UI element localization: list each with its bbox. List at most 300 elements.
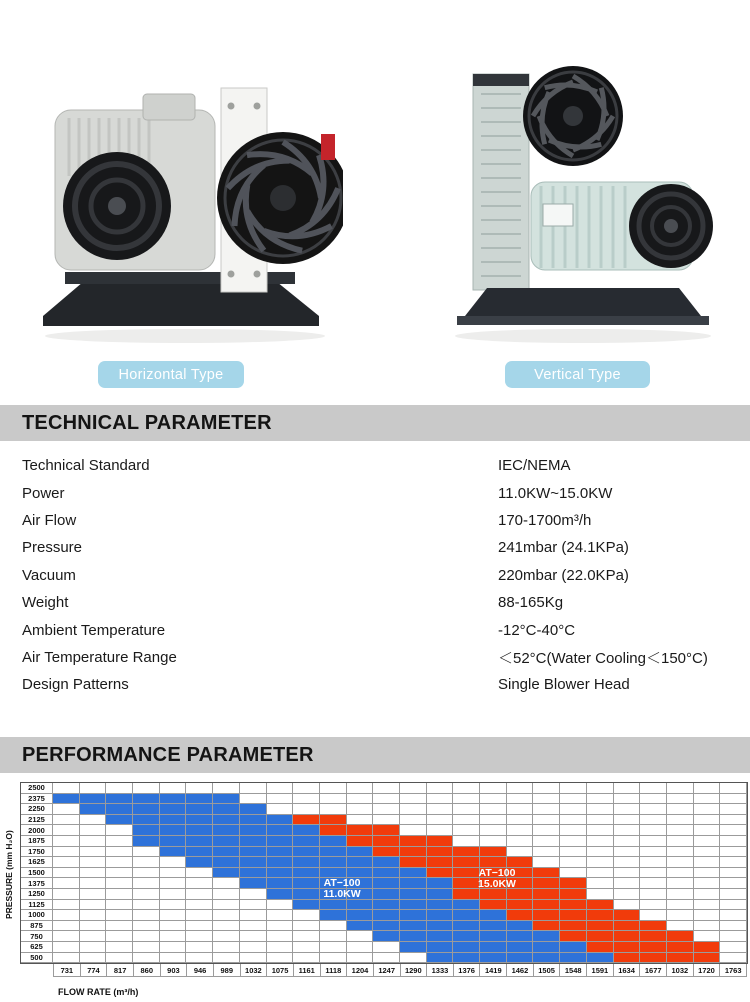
chart-cell	[614, 868, 641, 879]
y-tick: 1125	[21, 900, 53, 911]
chart-cell	[587, 921, 614, 932]
chart-cell	[320, 857, 347, 868]
chart-cell	[293, 794, 320, 805]
chart-cell	[480, 804, 507, 815]
chart-cell	[320, 847, 347, 858]
chart-cell	[133, 900, 160, 911]
chart-cell	[293, 804, 320, 815]
chart-cell	[400, 815, 427, 826]
chart-cell	[667, 910, 694, 921]
chart-cell	[106, 953, 133, 964]
x-tick: 1032	[667, 964, 694, 977]
chart-cell	[80, 868, 107, 879]
chart-cell	[507, 910, 534, 921]
chart-cell	[587, 804, 614, 815]
x-tick: 1032	[241, 964, 268, 977]
chart-cell	[640, 815, 667, 826]
chart-cell	[80, 815, 107, 826]
y-tick: 625	[21, 942, 53, 953]
chart-cell	[53, 783, 80, 794]
chart-cell	[587, 910, 614, 921]
chart-cell	[560, 900, 587, 911]
chart-cell	[320, 836, 347, 847]
chart-grid	[20, 782, 748, 964]
x-tick: 1720	[694, 964, 721, 977]
x-tick: 1118	[321, 964, 348, 977]
chart-cell	[293, 783, 320, 794]
chart-cell	[80, 953, 107, 964]
chart-cell	[694, 825, 721, 836]
spec-value: IEC/NEMA	[498, 457, 571, 475]
chart-cell	[533, 931, 560, 942]
chart-cell	[373, 857, 400, 868]
chart-cell	[133, 921, 160, 932]
x-tick: 817	[107, 964, 134, 977]
x-tick: 774	[81, 964, 108, 977]
chart-cell	[453, 868, 480, 879]
chart-cell	[507, 868, 534, 879]
vertical-blower-image	[435, 52, 725, 345]
spec-row	[22, 671, 728, 698]
terminal-box	[143, 94, 195, 120]
chart-cell	[507, 878, 534, 889]
chart-cell	[160, 942, 187, 953]
chart-cell	[587, 889, 614, 900]
chart-cell	[80, 900, 107, 911]
chart-cell	[427, 921, 454, 932]
chart-cell	[320, 942, 347, 953]
chart-cell	[373, 847, 400, 858]
chart-cell	[480, 889, 507, 900]
chart-cell	[694, 878, 721, 889]
chart-cell	[560, 857, 587, 868]
chart-cell	[106, 878, 133, 889]
chart-cell	[453, 900, 480, 911]
chart-cell	[267, 804, 294, 815]
chart-cell	[480, 900, 507, 911]
chart-cell	[694, 868, 721, 879]
chart-cell	[106, 804, 133, 815]
chart-cell	[560, 825, 587, 836]
chart-cell	[667, 868, 694, 879]
chart-cell	[587, 794, 614, 805]
x-tick: 1161	[294, 964, 321, 977]
spec-value: 170-1700m³/h	[498, 511, 592, 529]
chart-cell	[667, 942, 694, 953]
horizontal-type-button[interactable]: Horizontal Type	[98, 361, 244, 388]
chart-cell	[240, 804, 267, 815]
chart-cell	[106, 942, 133, 953]
chart-cell	[80, 804, 107, 815]
x-tick: 1075	[267, 964, 294, 977]
floor-shadow	[455, 329, 711, 343]
y-tick: 500	[21, 953, 53, 964]
chart-cell	[453, 857, 480, 868]
chart-cell	[507, 931, 534, 942]
chart-cell	[560, 910, 587, 921]
chart-cell	[507, 857, 534, 868]
chart-cell	[587, 931, 614, 942]
chart-cell	[453, 931, 480, 942]
chart-cell	[560, 878, 587, 889]
chart-cell	[720, 868, 747, 879]
chart-cell	[80, 889, 107, 900]
chart-cell	[106, 847, 133, 858]
chart-cell	[533, 868, 560, 879]
chart-cell	[720, 900, 747, 911]
chart-cell	[667, 857, 694, 868]
chart-cell	[427, 815, 454, 826]
chart-cell	[480, 847, 507, 858]
chart-cell	[267, 910, 294, 921]
chart-cell	[427, 857, 454, 868]
chart-cell	[347, 783, 374, 794]
y-tick: 2000	[21, 825, 53, 836]
chart-cell	[160, 921, 187, 932]
x-tick: 1376	[454, 964, 481, 977]
chart-cell	[160, 783, 187, 794]
y-tick: 2500	[21, 783, 53, 794]
chart-cell	[587, 825, 614, 836]
chart-cell	[80, 931, 107, 942]
chart-cell	[267, 878, 294, 889]
chart-cell	[293, 942, 320, 953]
spec-row	[22, 644, 728, 671]
chart-cell	[213, 910, 240, 921]
chart-cell	[427, 910, 454, 921]
chart-cell	[453, 836, 480, 847]
chart-cell	[400, 836, 427, 847]
chart-cell	[80, 942, 107, 953]
chart-cell	[400, 878, 427, 889]
chart-cell	[694, 953, 721, 964]
chart-cell	[133, 847, 160, 858]
spec-label: Air Flow	[22, 511, 77, 529]
chart-cell	[560, 783, 587, 794]
chart-cell	[347, 868, 374, 879]
chart-cell	[453, 889, 480, 900]
chart-cell	[667, 878, 694, 889]
chart-cell	[720, 825, 747, 836]
chart-cell	[453, 794, 480, 805]
spec-value: -12°C-40°C	[498, 621, 576, 639]
spec-label: Ambient Temperature	[22, 621, 166, 639]
y-tick: 2375	[21, 794, 53, 805]
chart-cell	[587, 878, 614, 889]
chart-cell	[694, 836, 721, 847]
spec-row	[22, 562, 728, 589]
chart-cell	[587, 900, 614, 911]
y-tick: 1500	[21, 868, 53, 879]
floor-shadow	[45, 329, 325, 343]
chart-cell	[213, 804, 240, 815]
chart-cell	[453, 910, 480, 921]
chart-cell	[240, 931, 267, 942]
chart-cell	[533, 825, 560, 836]
x-axis-tick-strip	[53, 964, 747, 977]
chart-cell	[347, 815, 374, 826]
chart-cell	[533, 942, 560, 953]
chart-cell	[640, 783, 667, 794]
chart-cell	[427, 783, 454, 794]
performance-chart	[4, 782, 748, 998]
x-tick: 1462	[507, 964, 534, 977]
chart-cell	[533, 794, 560, 805]
chart-cell	[667, 847, 694, 858]
chart-cell	[453, 942, 480, 953]
chart-cell	[694, 783, 721, 794]
x-tick: 989	[214, 964, 241, 977]
performance-parameter-header	[0, 737, 750, 773]
chart-cell	[347, 825, 374, 836]
chart-cell	[720, 804, 747, 815]
chart-cell	[53, 804, 80, 815]
chart-cell	[293, 825, 320, 836]
spec-label: Pressure	[22, 539, 83, 557]
chart-cell	[240, 857, 267, 868]
chart-cell	[614, 794, 641, 805]
chart-cell	[667, 825, 694, 836]
chart-cell	[53, 868, 80, 879]
chart-cell	[267, 931, 294, 942]
chart-cell	[640, 836, 667, 847]
chart-cell	[427, 889, 454, 900]
spec-label: Weight	[22, 594, 69, 612]
technical-spec-table	[22, 452, 728, 699]
chart-cell	[480, 942, 507, 953]
name-plate	[543, 204, 573, 226]
chart-cell	[400, 900, 427, 911]
x-tick: 1204	[347, 964, 374, 977]
chart-cell	[213, 953, 240, 964]
chart-cell	[453, 921, 480, 932]
technical-parameter-header	[0, 405, 750, 441]
x-tick: 731	[54, 964, 81, 977]
chart-cell	[640, 825, 667, 836]
chart-cell	[186, 900, 213, 911]
chart-cell	[293, 868, 320, 879]
x-tick: 1333	[427, 964, 454, 977]
chart-cell	[587, 953, 614, 964]
chart-cell	[694, 900, 721, 911]
chart-cell	[507, 900, 534, 911]
chart-cell	[53, 942, 80, 953]
chart-cell	[186, 889, 213, 900]
chart-cell	[640, 794, 667, 805]
chart-cell	[480, 836, 507, 847]
chart-cell	[427, 900, 454, 911]
chart-cell	[373, 878, 400, 889]
chart-cell	[213, 825, 240, 836]
chart-cell	[507, 836, 534, 847]
chart-cell	[427, 836, 454, 847]
chart-cell	[347, 931, 374, 942]
chart-cell	[587, 847, 614, 858]
chart-cell	[720, 889, 747, 900]
chart-cell	[133, 910, 160, 921]
y-tick: 750	[21, 931, 53, 942]
chart-cell	[720, 910, 747, 921]
chart-cell	[533, 900, 560, 911]
chart-cell	[133, 931, 160, 942]
chart-cell	[667, 804, 694, 815]
chart-cell	[106, 857, 133, 868]
x-tick: 1763	[720, 964, 747, 977]
chart-cell	[427, 878, 454, 889]
chart-cell	[587, 942, 614, 953]
chart-cell	[80, 847, 107, 858]
chart-cell	[213, 857, 240, 868]
chart-cell	[373, 889, 400, 900]
chart-cell	[293, 900, 320, 911]
chart-cell	[694, 931, 721, 942]
chart-cell	[400, 847, 427, 858]
chart-cell	[53, 794, 80, 805]
chart-cell	[213, 921, 240, 932]
x-tick: 946	[187, 964, 214, 977]
chart-cell	[507, 825, 534, 836]
chart-cell	[186, 910, 213, 921]
chart-cell	[640, 953, 667, 964]
chart-cell	[507, 942, 534, 953]
chart-cell	[213, 868, 240, 879]
chart-cell	[213, 931, 240, 942]
chart-cell	[293, 921, 320, 932]
chart-cell	[614, 815, 641, 826]
chart-cell	[160, 804, 187, 815]
chart-cell	[267, 815, 294, 826]
chart-cell	[53, 900, 80, 911]
chart-cell	[614, 825, 641, 836]
spec-value: 241mbar (24.1KPa)	[498, 539, 629, 557]
chart-cell	[533, 847, 560, 858]
chart-cell	[106, 868, 133, 879]
chart-cell	[373, 783, 400, 794]
chart-cell	[267, 825, 294, 836]
chart-cell	[293, 878, 320, 889]
chart-cell	[373, 868, 400, 879]
chart-cell	[267, 783, 294, 794]
chart-cell	[53, 931, 80, 942]
red-tag	[321, 134, 335, 160]
chart-cell	[640, 931, 667, 942]
chart-cell	[480, 921, 507, 932]
spec-label: Power	[22, 484, 65, 502]
chart-cell	[400, 804, 427, 815]
x-tick: 1677	[640, 964, 667, 977]
chart-cell	[240, 815, 267, 826]
chart-cell	[400, 825, 427, 836]
chart-cell	[240, 900, 267, 911]
chart-cell	[186, 921, 213, 932]
chart-cell	[507, 953, 534, 964]
chart-cell	[80, 910, 107, 921]
chart-cell	[560, 804, 587, 815]
chart-cell	[560, 921, 587, 932]
chart-cell	[533, 857, 560, 868]
section-title: TECHNICAL PARAMETER	[22, 411, 272, 434]
chart-cell	[453, 953, 480, 964]
chart-cell	[400, 921, 427, 932]
chart-cell	[160, 825, 187, 836]
x-tick: 903	[161, 964, 188, 977]
chart-cell	[106, 900, 133, 911]
chart-cell	[587, 857, 614, 868]
chart-cell	[80, 857, 107, 868]
chart-cell	[720, 794, 747, 805]
chart-cell	[160, 857, 187, 868]
chart-cell	[186, 794, 213, 805]
chart-cell	[427, 953, 454, 964]
chart-cell	[106, 921, 133, 932]
chart-cell	[507, 921, 534, 932]
spec-label: Design Patterns	[22, 676, 129, 694]
chart-cell	[640, 847, 667, 858]
chart-cell	[320, 815, 347, 826]
chart-cell	[427, 804, 454, 815]
chart-cell	[53, 910, 80, 921]
chart-cell	[640, 910, 667, 921]
chart-cell	[213, 836, 240, 847]
chart-cell	[533, 804, 560, 815]
chart-cell	[213, 815, 240, 826]
chart-cell	[507, 889, 534, 900]
chart-cell	[720, 953, 747, 964]
chart-cell	[240, 836, 267, 847]
chart-cell	[694, 889, 721, 900]
chart-cell	[427, 825, 454, 836]
chart-cell	[427, 847, 454, 858]
chart-cell	[80, 878, 107, 889]
chart-cell	[213, 847, 240, 858]
chart-cell	[373, 900, 400, 911]
chart-cell	[614, 878, 641, 889]
chart-cell	[213, 783, 240, 794]
chart-cell	[640, 942, 667, 953]
chart-cell	[533, 910, 560, 921]
chart-cell	[133, 857, 160, 868]
chart-cell	[133, 953, 160, 964]
chart-cell	[373, 836, 400, 847]
fan-hub	[563, 106, 583, 126]
chart-cell	[720, 878, 747, 889]
chart-cell	[614, 847, 641, 858]
y-tick: 1625	[21, 857, 53, 868]
chart-cell	[240, 921, 267, 932]
chart-cell	[320, 921, 347, 932]
chart-cell	[667, 900, 694, 911]
chart-cell	[453, 825, 480, 836]
chart-cell	[53, 847, 80, 858]
chart-cell	[160, 815, 187, 826]
chart-cell	[373, 794, 400, 805]
chart-cell	[267, 900, 294, 911]
chart-cell	[133, 868, 160, 879]
bolt	[228, 103, 235, 110]
chart-cell	[667, 921, 694, 932]
chart-cell	[106, 783, 133, 794]
vertical-type-button[interactable]: Vertical Type	[505, 361, 650, 388]
chart-cell	[533, 783, 560, 794]
chart-cell	[320, 900, 347, 911]
chart-cell	[106, 889, 133, 900]
chart-cell	[480, 953, 507, 964]
y-tick: 2250	[21, 804, 53, 815]
x-axis-title: FLOW RATE (m³/h)	[58, 987, 139, 998]
chart-cell	[347, 921, 374, 932]
chart-cell	[186, 815, 213, 826]
chart-cell	[133, 825, 160, 836]
